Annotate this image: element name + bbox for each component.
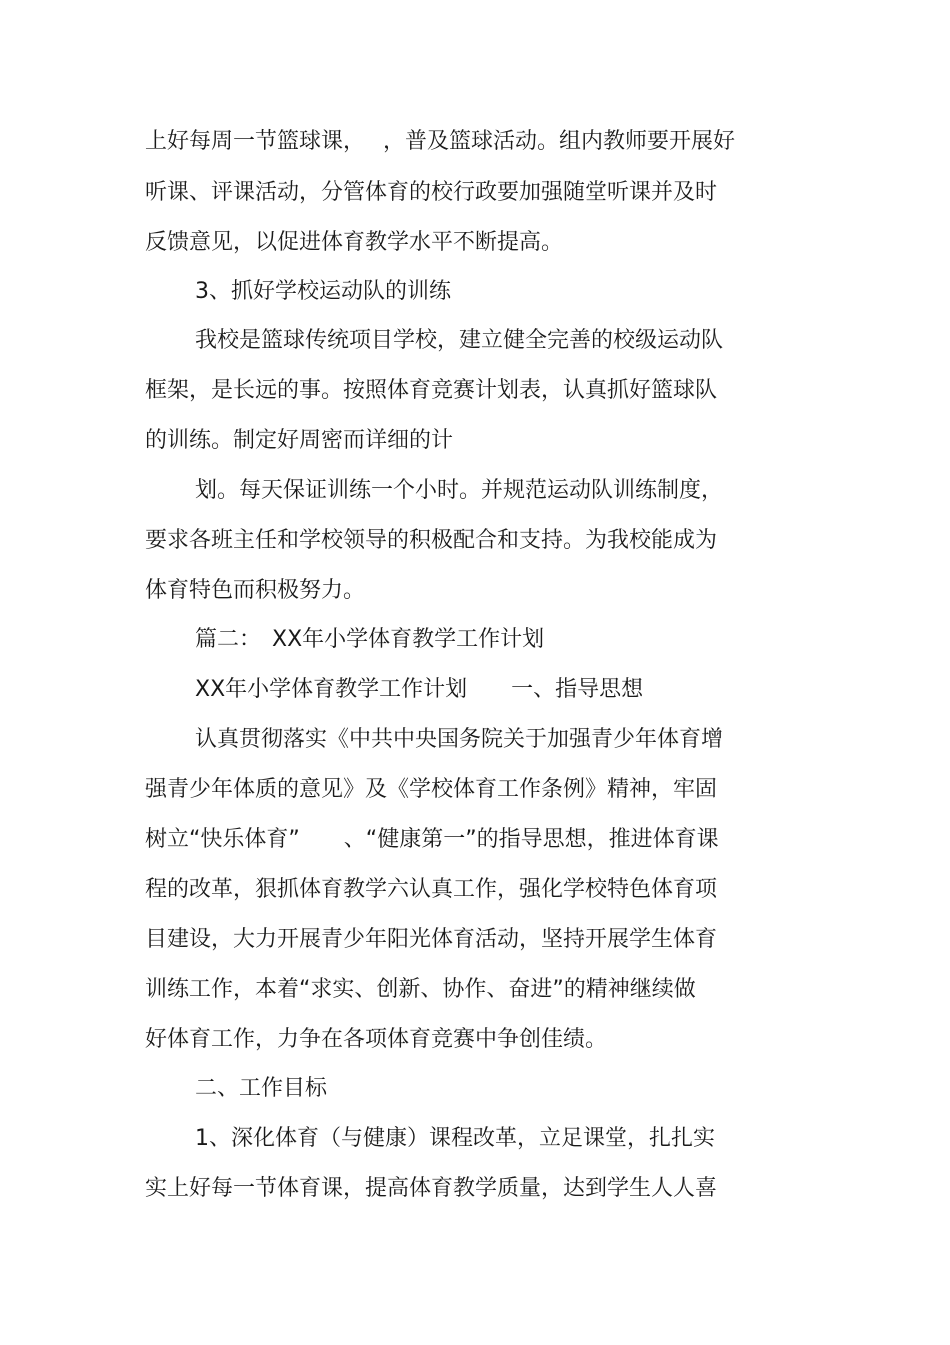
chapter-heading: 篇二： XX年小学体育教学工作计划 <box>195 627 545 652</box>
text-line: 的训练。制定好周密而详细的计 <box>145 428 454 453</box>
text-line: 目建设，大力开展青少年阳光体育活动，坚持开展学生体育 <box>145 927 718 952</box>
text-line: 反馈意见，以促进体育教学水平不断提高。 <box>145 230 564 255</box>
text-line: 我校是篮球传统项目学校，建立健全完善的校级运动队 <box>195 328 724 353</box>
text-line: 划。每天保证训练一个小时。并规范运动队训练制度， <box>195 478 724 503</box>
text-line: 上好每周一节篮球课， ，普及篮球活动。组内教师要开展好 <box>145 129 735 154</box>
text-line: 好体育工作，力争在各项体育竞赛中争创佳绩。 <box>145 1027 608 1052</box>
text-line: 认真贯彻落实《中共中央国务院关于加强青少年体育增 <box>195 727 724 752</box>
section-heading: 二、工作目标 <box>195 1076 328 1101</box>
text-line: 实上好每一节体育课，提高体育教学质量，达到学生人人喜 <box>145 1176 718 1201</box>
text-line: 听课、评课活动，分管体育的校行政要加强随堂听课并及时 <box>145 180 718 205</box>
text-line: 程的改革，狠抓体育教学六认真工作，强化学校特色体育项 <box>145 877 718 902</box>
text-line: 树立“快乐体育” 、“健康第一”的指导思想，推进体育课 <box>145 827 719 852</box>
section-heading: XX年小学体育教学工作计划 一、指导思想 <box>195 677 644 702</box>
text-line: 1、深化体育（与健康）课程改革，立足课堂，扎扎实 <box>195 1126 715 1151</box>
text-line: 体育特色而积极努力。 <box>145 578 366 603</box>
text-line: 强青少年体质的意见》及《学校体育工作条例》精神，牢固 <box>145 777 718 802</box>
text-line: 训练工作，本着“求实、创新、协作、奋进”的精神继续做 <box>145 977 696 1002</box>
text-line: 要求各班主任和学校领导的积极配合和支持。为我校能成为 <box>145 528 718 553</box>
section-heading: 3、抓好学校运动队的训练 <box>195 279 451 304</box>
text-line: 框架，是长远的事。按照体育竞赛计划表，认真抓好篮球队 <box>145 378 718 403</box>
